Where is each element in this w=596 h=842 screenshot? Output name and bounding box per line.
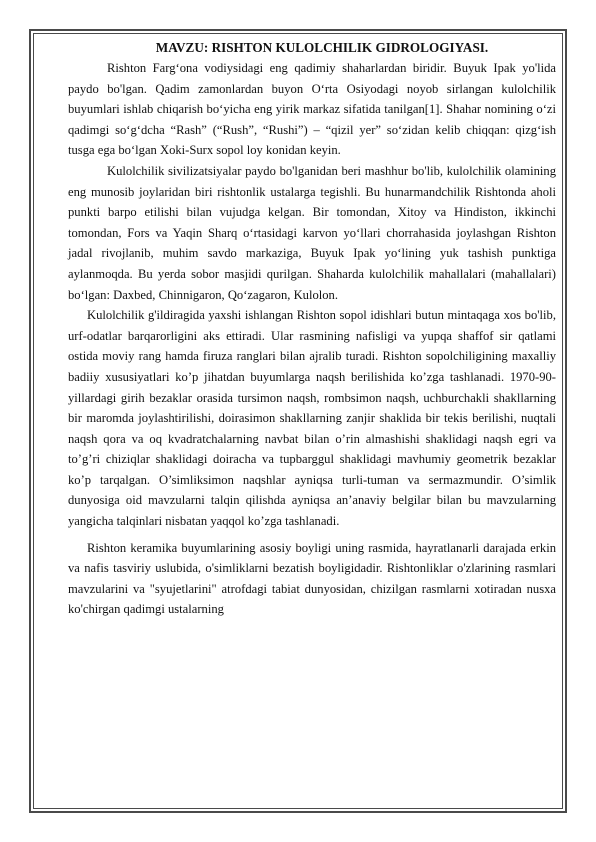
paragraph-2: Kulolchilik sivilizatsiyalar paydo bo'lganidan beri mashhur bo'lib, kulolchilik olamining eng munosib joylaridan biri rishtonlik ustalarga tegishli. Bu hunarmandchilik Rishtonda aholi punkti barpo etilishi bilan vujudga kelgan. Bir tomondan, Xitoy va Hindiston, ikkinchi tomondan, Fors va Yaqin Sharq o‘rtasidagi karvon yo‘llari chorrahasida joylashgan Rishton jadal rivojlanib, muhim savdo markaziga, Buyuk Ipak yo‘lining yuk tashish punktiga aylanmoqda. Bu yerda sobor masjidi qurilgan. Shaharda kulolchilik mahallalari (mahallalari) bo‘lgan: Daxbed, Chinnigaron, Qo‘zagaron, Kulolon. [68,163,556,302]
document-title: MAVZU: RISHTON KULOLCHILIK GIDROLOGIYASI. [155,40,489,55]
document-body [68,38,556,620]
paragraph-3: Kulolchilik g'ildiragida yaxshi ishlangan Rishton sopol idishlari butun mintaqaga xos bo'lib, urf-odatlar barqarorligini aks ettiradi. Ular rasmining nafisligi va yupqa shaffof sir qatlami ostida moviy rang hamda firuza ranglari bilan ajralib turadi. Rishton sopolchiligining maxalliy badiiy xususiyatlari ko’p jihatdan buyumlarga naqsh berilishida ko’zga tashlanadi. 1970-90-yillardagi girih bezaklar orasida tursimon naqsh, rombsimon naqsh, uchburchakli shakllarning bir maromda joylashtirilishi, doirasimon shakllarning zanjir shaklida bir tekis berilishi, nuqtali naqsh qora va oq kvadratchalarning navbat bilan o’rin almashishi shaklidagi naqsh egri va to’g’ri chiziqlar shaklidagi doiracha va tupbarggul shaklidagi mavhumiy geometrik bezaklar ko’p tarqalgan. O’simliksimon naqshlar ayniqsa turli-tuman va sermazmundir. O’simlik dunyosiga oid mavzularni talqin qilishda ayniqsa an’anaviy belgilar bilan bu mavzularning yangicha talqinlari nisbatan yaqqol ko’zga tashlanadi. [68,308,556,529]
paragraph-4: Rishton keramika buyumlarining asosiy boyligi uning rasmida, hayratlanarli darajada erkin va nafis tasviriy uslubida, o'simliklarni bezatish boyligidadir. Rishtonliklar o'zlarining rasmlari mavzularini va "syujetlarini" atrofdagi tabiat dunyosidan, chizilgan rasmlarni xotiradan nusxa ko'chirgan qadimgi ustalarning [68,540,556,617]
paragraph-1: Rishton Farg‘ona vodiysidagi eng qadimiy shaharlardan biridir. Buyuk Ipak yo'lida paydo bo'lgan. Qadim zamonlardan buyon O‘rta Osiyodagi noyob sirlangan kulolchilik buyumlari ishlab chiqarish bo‘yicha eng yirik markaz sifatida tanilgan[1]. Shahar nomining o‘zi qadimgi so‘g‘dcha “Rash” (“Rush”, “Rushi”) – “qizil yer” so‘zidan kelib chiqqan: qizg‘ish tusga ega bo‘lgan Xoki-Surx sopol loy konidan keyin. [68,61,556,158]
